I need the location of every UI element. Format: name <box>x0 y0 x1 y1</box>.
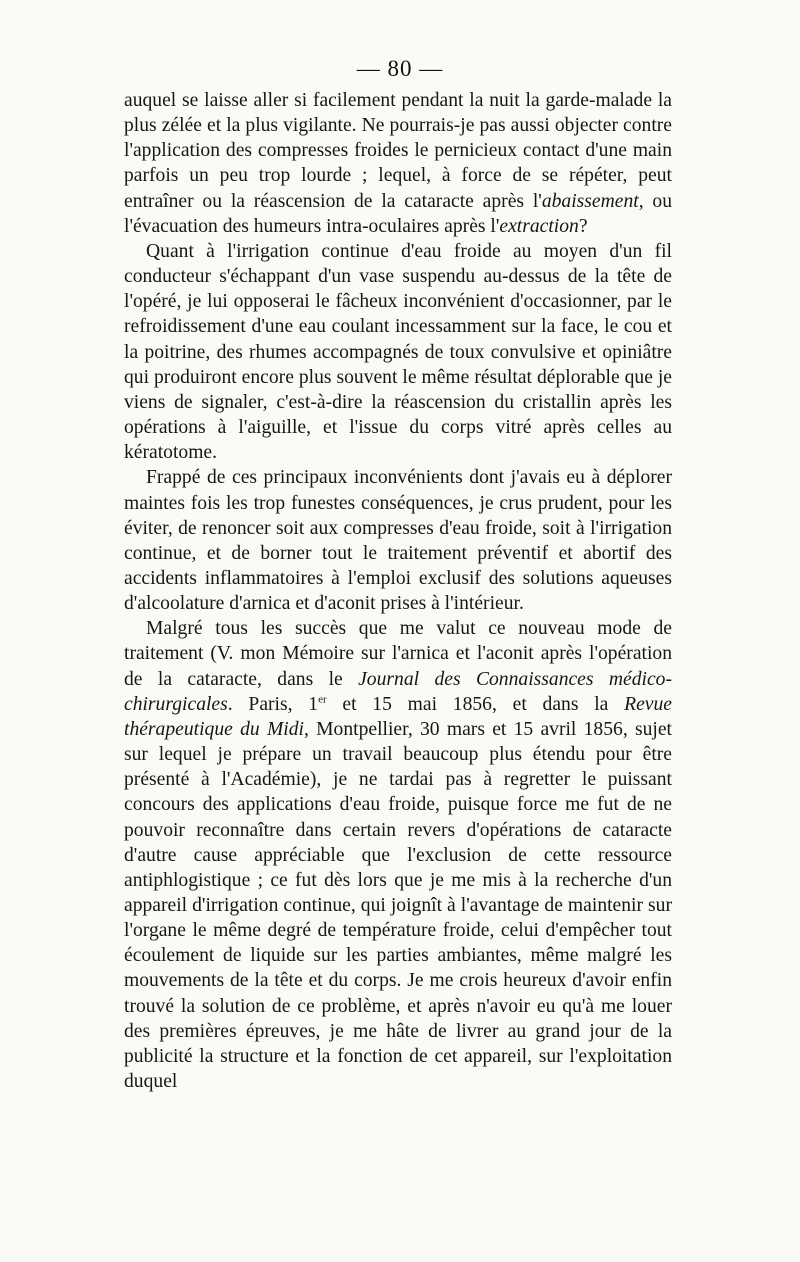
body-text <box>124 88 672 1094</box>
paragraph-3 <box>124 465 672 616</box>
paragraph-1 <box>124 88 672 239</box>
text-run: et 15 mai 1856, et dans la <box>326 693 625 715</box>
text-run: ? <box>578 215 588 237</box>
paragraph-4 <box>124 616 672 1094</box>
italic-title: extraction <box>499 215 579 237</box>
italic-title: Journal des Connaissances médico-chirurgicales <box>124 668 672 715</box>
text-run: Frappé de ces principaux inconvénients dont j'avais eu à déplorer maintes fois les trop funestes conséquences, je crus prudent, pour les éviter, de renoncer soit aux compresses d'eau froide, soit à l'irrigation continue, et de borner tout le traitement préventif et abortif des accidents inflammatoires à l'emploi exclusif des solutions aqueuses d'alcoolature d'arnica et d'aconit prises à l'intérieur. <box>124 467 672 615</box>
text-run: auquel se laisse aller si facilement pendant la nuit la garde-malade la plus zélée et la plus vigilante. Ne pourrais-je pas aussi objecter contre l'application des compresses froides le pernicieux contact d'une main parfois un peu trop lourde ; lequel, à force de se répéter, peut entraîner ou la réascension de la cataracte après l' <box>124 90 672 212</box>
paragraph-2 <box>124 239 672 465</box>
text-run: , ou l'évacuation des humeurs intra-oculaires après l' <box>124 190 672 237</box>
italic-title: abaissement <box>541 190 639 212</box>
superscript: er <box>318 693 327 706</box>
page-number: — 80 — <box>356 56 444 81</box>
text-run: . Paris, 1 <box>227 693 319 715</box>
italic-title: Revue thérapeutique du Midi <box>124 693 672 740</box>
text-run: Malgré tous les succès que me valut ce nouveau mode de traitement (V. mon Mémoire sur l'arnica et l'aconit après l'opération de la cataracte, dans le <box>124 618 672 690</box>
text-run: , Montpellier, 30 mars et 15 avril 1856, sujet sur lequel je prépare un travail beaucoup plus étendu pour être présenté à l'Académie), je ne tardai pas à regretter le puissant concours des applications d'eau froide, puisque force me fut de ne pouvoir reconnaître dans certain revers d'opérations de cataracte d'autre cause appréciable que l'exclusion de cette ressource antiphlogistique ; ce fut dès lors que je me mis à la recherche d'un appareil d'irrigation continue, qui joignît à l'avantage de maintenir sur l'organe le même degré de température froide, celui d'empêcher tout écoulement de liquide sur les parties ambiantes, même malgré les mouvements de la tête et du corps. Je me crois heureux d'avoir enfin trouvé la solution de ce problème, et après n'avoir eu qu'à me louer des premières épreuves, je me hâte de livrer au grand jour de la publicité la structure et la fonction de cet appareil, sur l'exploitation duquel <box>124 718 672 1093</box>
text-run: Quant à l'irrigation continue d'eau froide au moyen d'un fil conducteur s'échappant d'un vase suspendu au-dessus de la tête de l'opéré, je lui opposerai le fâcheux inconvénient d'occasionner, par le refroidissement d'une eau coulant incessamment sur la face, le cou et la poitrine, des rhumes accompagnés de toux convulsive et opiniâtre qui produiront encore plus souvent le même résultat déplorable que je viens de signaler, c'est-à-dire la réascension du cristallin après les opérations à l'aiguille, et l'issue du corps vitré après celles au kératotome. <box>124 240 672 464</box>
